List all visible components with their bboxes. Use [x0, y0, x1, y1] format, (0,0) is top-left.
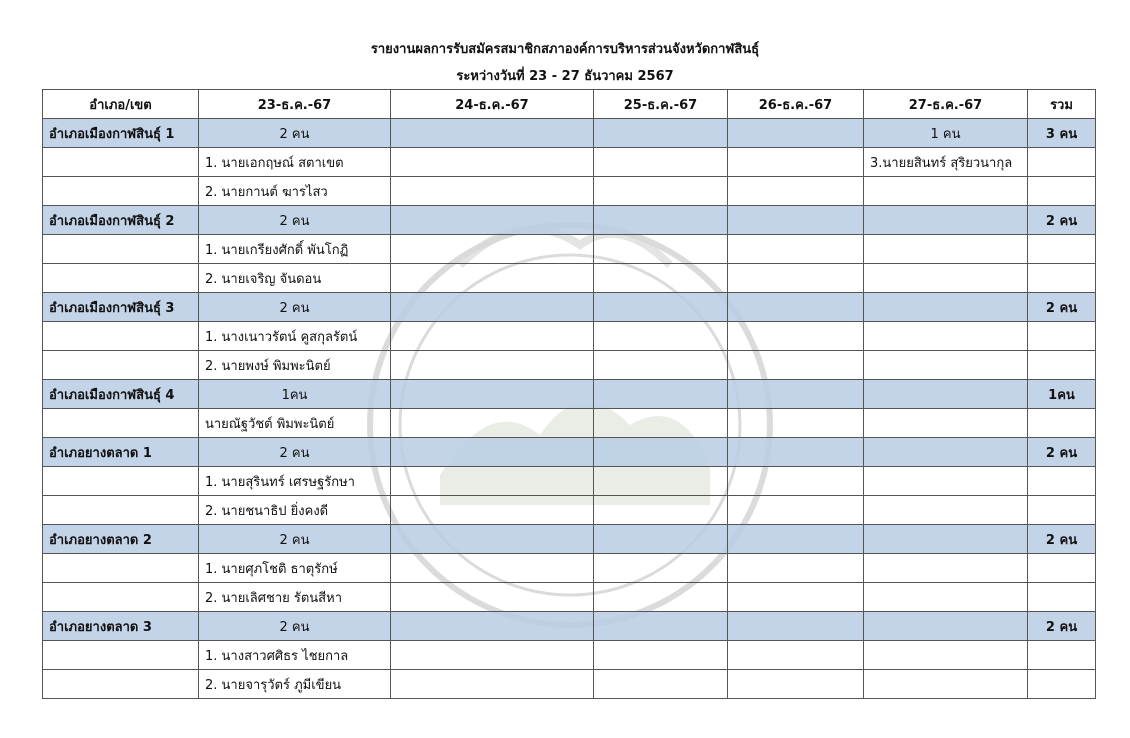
registration-table [42, 89, 1096, 699]
count-27 [864, 525, 1028, 554]
empty-cell [391, 351, 594, 380]
empty-cell [391, 583, 594, 612]
count-24 [391, 206, 594, 235]
count-27: 1 คน [864, 119, 1028, 148]
empty-cell [1028, 670, 1096, 699]
empty-cell [391, 554, 594, 583]
candidate-row [43, 467, 1096, 496]
count-23: 2 คน [199, 612, 391, 641]
count-25 [594, 293, 728, 322]
candidate-row [43, 409, 1096, 438]
candidate-name: 1. นางสาวศศิธร ไชยกาล [199, 641, 391, 670]
empty-cell [391, 235, 594, 264]
empty-cell [391, 641, 594, 670]
candidate-name-27 [864, 583, 1028, 612]
count-23: 2 คน [199, 293, 391, 322]
candidate-row [43, 583, 1096, 612]
count-26 [728, 119, 864, 148]
candidate-row [43, 322, 1096, 351]
district-name: อำเภอยางตลาด 1 [43, 438, 199, 467]
district-total: 3 คน [1028, 119, 1096, 148]
empty-cell [391, 264, 594, 293]
district-total: 2 คน [1028, 438, 1096, 467]
empty-cell [594, 409, 728, 438]
candidate-row [43, 351, 1096, 380]
candidate-name: 2. นายเจริญ จันดอน [199, 264, 391, 293]
empty-cell [594, 467, 728, 496]
count-24 [391, 293, 594, 322]
candidate-name-27 [864, 322, 1028, 351]
empty-cell [728, 467, 864, 496]
count-26 [728, 438, 864, 467]
district-row [43, 612, 1096, 641]
district-row [43, 119, 1096, 148]
district-name: อำเภอเมืองกาฬสินธุ์ 1 [43, 119, 199, 148]
count-23: 2 คน [199, 525, 391, 554]
empty-cell [43, 641, 199, 670]
candidate-name: 1. นางเนาวรัตน์ คูสกุลรัตน์ [199, 322, 391, 351]
candidate-name-27 [864, 264, 1028, 293]
candidate-name: 2. นายพงษ์ พิมพะนิตย์ [199, 351, 391, 380]
candidate-name-27 [864, 409, 1028, 438]
empty-cell [1028, 554, 1096, 583]
candidate-name-27 [864, 177, 1028, 206]
candidate-name: 2. นายเลิศชาย รัตนสีหา [199, 583, 391, 612]
count-27 [864, 206, 1028, 235]
candidate-row [43, 641, 1096, 670]
district-name: อำเภอเมืองกาฬสินธุ์ 4 [43, 380, 199, 409]
candidate-name: นายณัฐวัชต์ พิมพะนิตย์ [199, 409, 391, 438]
empty-cell [594, 264, 728, 293]
count-27 [864, 293, 1028, 322]
empty-cell [728, 148, 864, 177]
district-row [43, 293, 1096, 322]
candidate-name: 2. นายจารุวัตร์ ภูมีเขียน [199, 670, 391, 699]
empty-cell [728, 554, 864, 583]
count-25 [594, 525, 728, 554]
header-row [43, 90, 1096, 119]
district-name: อำเภอยางตลาด 3 [43, 612, 199, 641]
empty-cell [728, 322, 864, 351]
candidate-name-27 [864, 670, 1028, 699]
count-26 [728, 293, 864, 322]
count-27 [864, 438, 1028, 467]
empty-cell [1028, 148, 1096, 177]
count-26 [728, 525, 864, 554]
empty-cell [391, 322, 594, 351]
empty-cell [391, 467, 594, 496]
count-26 [728, 206, 864, 235]
report-date-range: ระหว่างวันที่ 23 - 27 ธันวาคม 2567 [456, 69, 674, 84]
header-date-26: 26-ธ.ค.-67 [728, 90, 864, 119]
empty-cell [1028, 641, 1096, 670]
candidate-name: 2. นายกานต์ ฆารไสว [199, 177, 391, 206]
empty-cell [728, 351, 864, 380]
candidate-row [43, 235, 1096, 264]
candidate-row [43, 148, 1096, 177]
empty-cell [43, 409, 199, 438]
count-23: 2 คน [199, 438, 391, 467]
empty-cell [594, 670, 728, 699]
candidate-name: 1. นายศุภโชติ ธาตุรักษ์ [199, 554, 391, 583]
empty-cell [728, 409, 864, 438]
count-24 [391, 380, 594, 409]
empty-cell [728, 641, 864, 670]
count-25 [594, 206, 728, 235]
candidate-name-27 [864, 467, 1028, 496]
empty-cell [43, 264, 199, 293]
empty-cell [594, 148, 728, 177]
empty-cell [1028, 496, 1096, 525]
empty-cell [728, 496, 864, 525]
empty-cell [1028, 467, 1096, 496]
candidate-name: 1. นายเกรียงศักดิ์ พันโกฏิ [199, 235, 391, 264]
empty-cell [594, 177, 728, 206]
empty-cell [43, 670, 199, 699]
empty-cell [1028, 409, 1096, 438]
count-24 [391, 525, 594, 554]
count-23: 2 คน [199, 119, 391, 148]
district-row [43, 438, 1096, 467]
district-row [43, 525, 1096, 554]
candidate-row [43, 496, 1096, 525]
empty-cell [1028, 264, 1096, 293]
district-total: 2 คน [1028, 612, 1096, 641]
empty-cell [728, 177, 864, 206]
header-date-25: 25-ธ.ค.-67 [594, 90, 728, 119]
candidate-row [43, 177, 1096, 206]
header-district: อำเภอ/เขต [43, 90, 199, 119]
empty-cell [728, 235, 864, 264]
empty-cell [594, 351, 728, 380]
empty-cell [594, 583, 728, 612]
district-total: 1คน [1028, 380, 1096, 409]
candidate-name: 2. นายชนาธิป ยิ่งคงดี [199, 496, 391, 525]
empty-cell [594, 641, 728, 670]
count-26 [728, 380, 864, 409]
empty-cell [391, 496, 594, 525]
header-date-27: 27-ธ.ค.-67 [864, 90, 1028, 119]
empty-cell [728, 264, 864, 293]
count-24 [391, 119, 594, 148]
district-row [43, 206, 1096, 235]
table-body [43, 119, 1096, 699]
district-name: อำเภอเมืองกาฬสินธุ์ 2 [43, 206, 199, 235]
candidate-name-27 [864, 351, 1028, 380]
empty-cell [728, 583, 864, 612]
empty-cell [43, 322, 199, 351]
empty-cell [43, 177, 199, 206]
candidate-name-27 [864, 641, 1028, 670]
count-23: 2 คน [199, 206, 391, 235]
count-25 [594, 612, 728, 641]
empty-cell [391, 177, 594, 206]
empty-cell [1028, 235, 1096, 264]
count-25 [594, 119, 728, 148]
empty-cell [391, 409, 594, 438]
empty-cell [1028, 583, 1096, 612]
empty-cell [43, 583, 199, 612]
empty-cell [1028, 177, 1096, 206]
candidate-name-27: 3.นายยสินทร์ สุริยวนากุล [864, 148, 1028, 177]
empty-cell [391, 670, 594, 699]
district-total: 2 คน [1028, 293, 1096, 322]
header-date-23: 23-ธ.ค.-67 [199, 90, 391, 119]
empty-cell [43, 496, 199, 525]
candidate-row [43, 554, 1096, 583]
count-27 [864, 612, 1028, 641]
candidate-name-27 [864, 235, 1028, 264]
header-date-24: 24-ธ.ค.-67 [391, 90, 594, 119]
count-24 [391, 438, 594, 467]
district-row [43, 380, 1096, 409]
candidate-row [43, 264, 1096, 293]
count-23: 1คน [199, 380, 391, 409]
district-name: อำเภอยางตลาด 2 [43, 525, 199, 554]
empty-cell [728, 670, 864, 699]
empty-cell [43, 148, 199, 177]
empty-cell [43, 351, 199, 380]
empty-cell [1028, 322, 1096, 351]
count-27 [864, 380, 1028, 409]
candidate-name-27 [864, 554, 1028, 583]
empty-cell [1028, 351, 1096, 380]
empty-cell [43, 235, 199, 264]
candidate-row [43, 670, 1096, 699]
count-26 [728, 612, 864, 641]
header-total: รวม [1028, 90, 1096, 119]
count-24 [391, 612, 594, 641]
empty-cell [43, 554, 199, 583]
candidate-name: 1. นายเอกฤษณ์ สตาเขต [199, 148, 391, 177]
count-25 [594, 380, 728, 409]
empty-cell [594, 322, 728, 351]
empty-cell [594, 554, 728, 583]
district-name: อำเภอเมืองกาฬสินธุ์ 3 [43, 293, 199, 322]
district-total: 2 คน [1028, 206, 1096, 235]
candidate-name: 1. นายสุรินทร์ เศรษฐรักษา [199, 467, 391, 496]
empty-cell [594, 496, 728, 525]
empty-cell [43, 467, 199, 496]
empty-cell [594, 235, 728, 264]
candidate-name-27 [864, 496, 1028, 525]
count-25 [594, 438, 728, 467]
report-title: รายงานผลการรับสมัครสมาชิกสภาองค์การบริหารส่วนจังหวัดกาฬสินธุ์ [370, 42, 760, 57]
empty-cell [391, 148, 594, 177]
district-total: 2 คน [1028, 525, 1096, 554]
